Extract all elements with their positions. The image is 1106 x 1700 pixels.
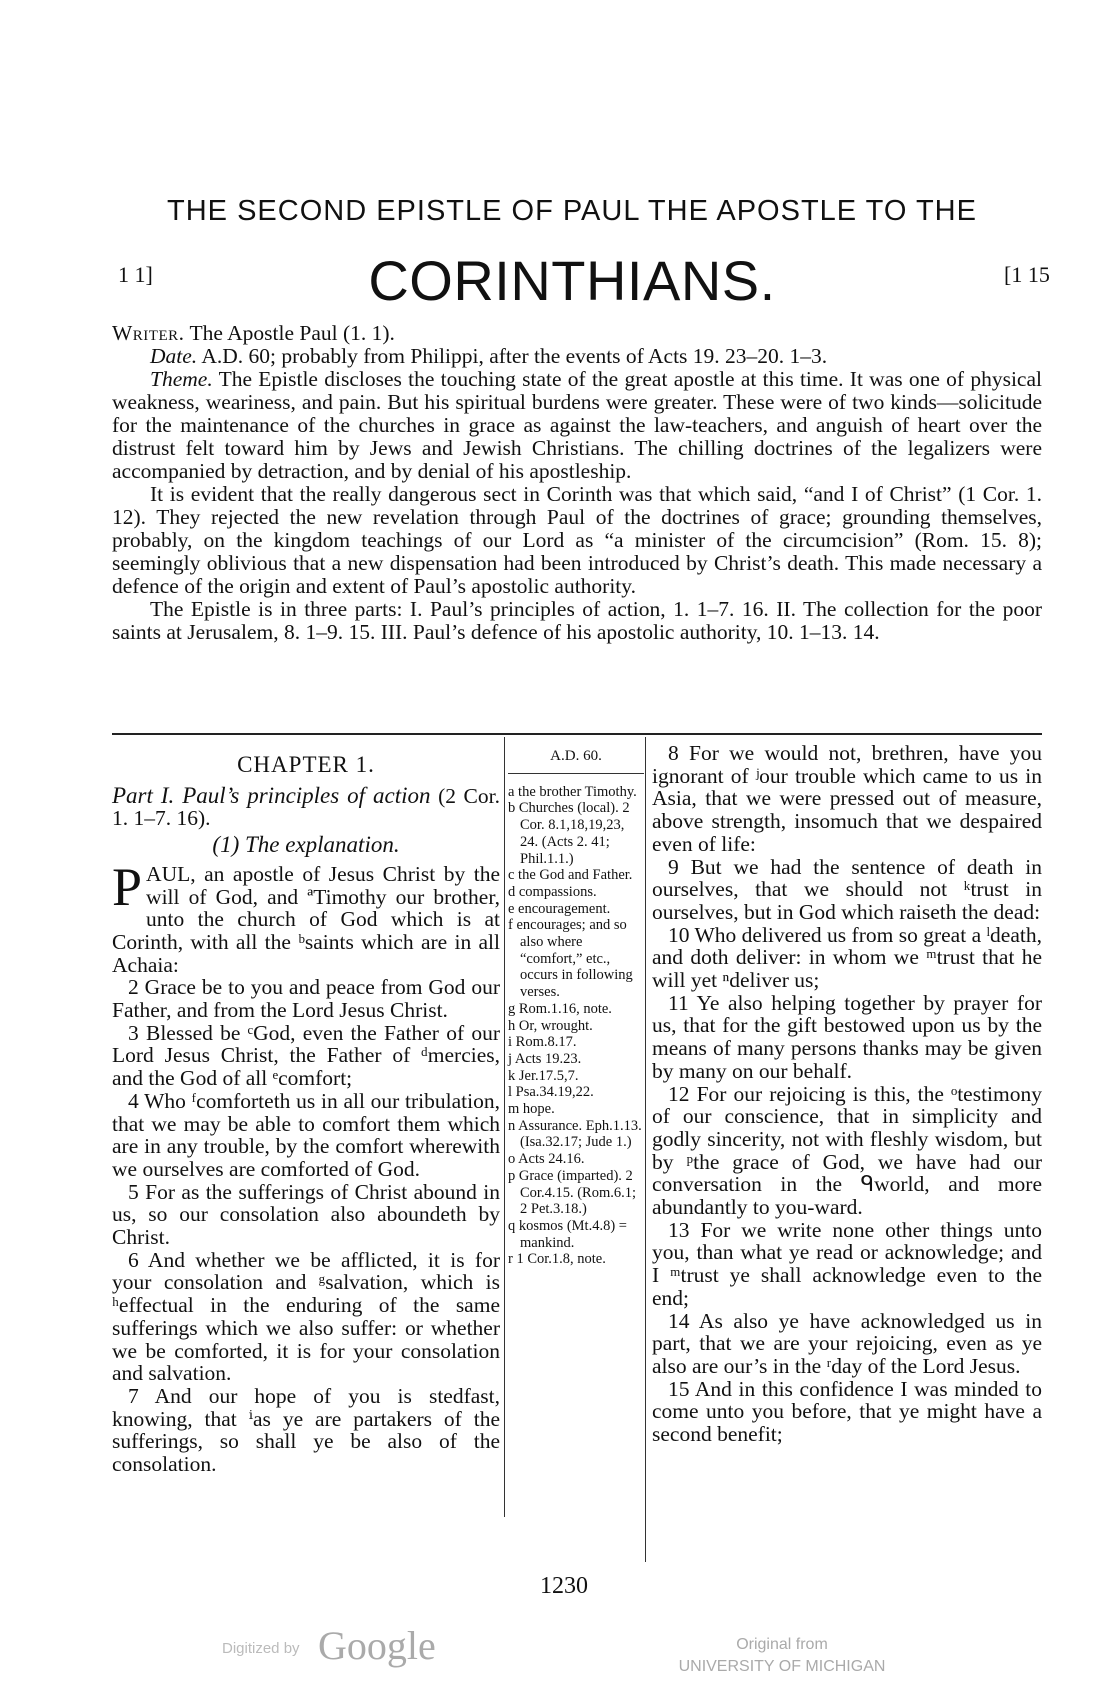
column-rule-right xyxy=(645,737,646,1562)
date-line xyxy=(112,345,1042,368)
library-name: UNIVERSITY OF MICHIGAN xyxy=(678,1658,886,1675)
reference-note: b Churches (local). 2 Cor. 8.1,18,19,23, 24. (Acts 2. 41; Phil.1.1.) xyxy=(508,800,630,867)
verse-10: 10 Who delivered us from so great a ˡdeath, and doth deliver: in whom we ᵐtrust that he will yet ⁿdeliver us; xyxy=(652,922,1042,993)
reference-date: A.D. 60. xyxy=(508,748,644,774)
reference-note: d compassions. xyxy=(508,883,597,900)
theme-paragraph xyxy=(112,368,1042,483)
reference-note: n Assurance. Eph.1.13. (Isa.32.17; Jude 1.) xyxy=(508,1117,642,1151)
reference-note: h Or, wrought. xyxy=(508,1017,593,1034)
verse-7: 7 And our hope of you is stedfast, knowing, that ⁱas ye are partakers of the sufferings, so shall ye be also of the consolation. xyxy=(112,1383,500,1477)
original-from-label: Original from xyxy=(736,1636,828,1653)
intro-paragraph-2: It is evident that the really dangerous sect in Corinth was that which said, “and I of Christ” (1 Cor. 1. 12). They rejected the new revelation through Paul of the doctrines of grace; grounding themselves, probably, on the kingdom teachings of our Lord as “a minister of the circumcision” (Rom. 15. 8); seemingly oblivious that a new dispensation had been introduced by Christ’s death. This made necessary a defence of the origin and extent of Paul’s apostolic authority. xyxy=(112,482,1042,598)
intro-paragraph-3: The Epistle is in three parts: I. Paul’s principles of action, 1. 1–7. 16. II. The collection for the poor saints at Jerusalem, 8. 1–9. 15. III. Paul’s defence of his apostolic authority, 10. 1–13. 14. xyxy=(112,597,1042,644)
verse-3: 3 Blessed be ᶜGod, even the Father of our Lord Jesus Christ, the Father of ᵈmercies, and the God of all ᵉcomfort; xyxy=(112,1020,500,1091)
reference-note: e encouragement. xyxy=(508,900,611,917)
verse-13: 13 For we write none other things unto you, than what ye read or acknowledge; and I ᵐtrust ye shall acknowledge even to the end; xyxy=(652,1217,1042,1310)
verse-5: 5 For as the sufferings of Christ abound in us, so our consolation also aboundeth by Christ. xyxy=(112,1179,500,1250)
theme-label: Theme. xyxy=(150,367,213,391)
chapter-heading: CHAPTER 1. xyxy=(237,752,375,777)
part-heading xyxy=(112,782,500,831)
verse-1 xyxy=(112,856,500,977)
section-divider xyxy=(112,733,1042,735)
reference-note: m hope. xyxy=(508,1101,555,1118)
verse-2: 2 Grace be to you and peace from God our Father, and from the Lord Jesus Christ. xyxy=(112,975,500,1023)
verse-8: 8 For we would not, brethren, have you ignorant of ʲour trouble which came to us in Asia, that we were pressed out of measure, above strength, insomuch that we despaired even of life: xyxy=(652,741,1042,856)
reference-note: k Jer.17.5,7. xyxy=(508,1067,579,1084)
reference-note: f encourages; and so also where “comfort,” etc., occurs in following verses. xyxy=(508,917,633,1001)
writer-label: Writer. xyxy=(112,321,185,345)
verse-9: 9 But we had the sentence of death in ourselves, that we should not ᵏtrust in ourselves, but in God which raiseth the dead: xyxy=(652,854,1042,924)
reference-note: c the God and Father. xyxy=(508,867,633,884)
verse-6: 6 And whether we be afflicted, it is for your consolation and ᵍsalvation, which is ʰeffectual in the enduring of the same sufferings which we also suffer: or whether we be comforted, it is for your consolation and salvation. xyxy=(112,1247,500,1386)
chapter-marker-right: [1 15 xyxy=(1004,262,1050,287)
part-label: Part I. Paul’s principles of action xyxy=(112,782,431,808)
verse-4: 4 Who ᶠcomforteth us in all our tribulation, that we may be able to comfort them which are in any trouble, by the comfort wherewith we ourselves are comforted of God. xyxy=(112,1088,500,1181)
epistle-heading: THE SECOND EPISTLE OF PAUL THE APOSTLE TO THE xyxy=(167,195,977,227)
page-number: 1230 xyxy=(540,1573,588,1599)
writer-text: The Apostle Paul (1. 1). xyxy=(189,321,395,345)
left-column xyxy=(112,748,500,1476)
source-attribution xyxy=(662,1634,902,1678)
reference-note: l Psa.34.19,22. xyxy=(508,1084,594,1101)
digitized-by-label: Digitized by xyxy=(222,1640,300,1657)
explanation-heading: (1) The explanation. xyxy=(212,832,400,858)
reference-note: q kosmos (Mt.4.8) = mankind. xyxy=(508,1217,627,1251)
verse-14: 14 As also ye have acknowledged us in part, that we are your rejoicing, even as ye also are our’s in the ʳday of the Lord Jesus. xyxy=(652,1308,1042,1378)
reference-note: j Acts 19.23. xyxy=(508,1050,582,1067)
verse-1-text: AUL, an apostle of Jesus Christ by the will of God, and ªTimothy our brother, unto the church of God which is at Corinth, with all the ᵇsaints which are in all Achaia: xyxy=(112,861,500,977)
right-column xyxy=(652,742,1042,1446)
part-ref: (2 Cor. 1. 1–7. 16). xyxy=(112,783,500,831)
column-rule-left xyxy=(504,737,505,1517)
introduction xyxy=(112,322,1042,644)
reference-note: i Rom.8.17. xyxy=(508,1034,577,1051)
reference-note: r 1 Cor.1.8, note. xyxy=(508,1251,606,1268)
drop-cap: P xyxy=(112,856,143,917)
book-title: CORINTHIANS. xyxy=(368,249,776,312)
verse-11: 11 Ye also helping together by prayer for us, that for the gift bestowed upon us by the means of many persons thanks may be given by many on our behalf. xyxy=(652,990,1042,1083)
reference-note: o Acts 24.16. xyxy=(508,1151,585,1168)
google-logo: Google xyxy=(318,1623,436,1668)
verse-12: 12 For our rejoicing is this, the ᵒtestimony of our conscience, that in simplicity and godly sincerity, not with fleshly wisdom, but by ᵖthe grace of God, we have had our conversation in the ᑫworld, and more abundantly to you-ward. xyxy=(652,1081,1042,1220)
date-label: Date. xyxy=(150,344,198,368)
writer-line xyxy=(112,322,1042,345)
reference-note: p Grace (imparted). 2 Cor.4.15. (Rom.6.1; 2 Pet.3.18.) xyxy=(508,1167,637,1218)
theme-text: The Epistle discloses the touching state of the great apostle at this time. It was one of physical weakness, weariness, and pain. But his spiritual burdens were greater. These were of two kinds—solicitude for the maintenance of the churches in grace as against the law-teachers, and anguish of heart over the distrust felt toward him by Jews and Jewish Christians. The chilling doctrines of the legalizers were accompanied by detraction, and by denial of his apostleship. xyxy=(112,367,1042,483)
date-text: A.D. 60; probably from Philippi, after the events of Acts 19. 23–20. 1–3. xyxy=(201,344,828,368)
chapter-marker-left: 1 1] xyxy=(118,262,153,287)
reference-column xyxy=(508,748,644,1268)
verse-15: 15 And in this confidence I was minded to come unto you before, that ye might have a second benefit; xyxy=(652,1376,1042,1447)
reference-note: g Rom.1.16, note. xyxy=(508,1000,612,1017)
reference-note: a the brother Timothy. xyxy=(508,783,637,800)
